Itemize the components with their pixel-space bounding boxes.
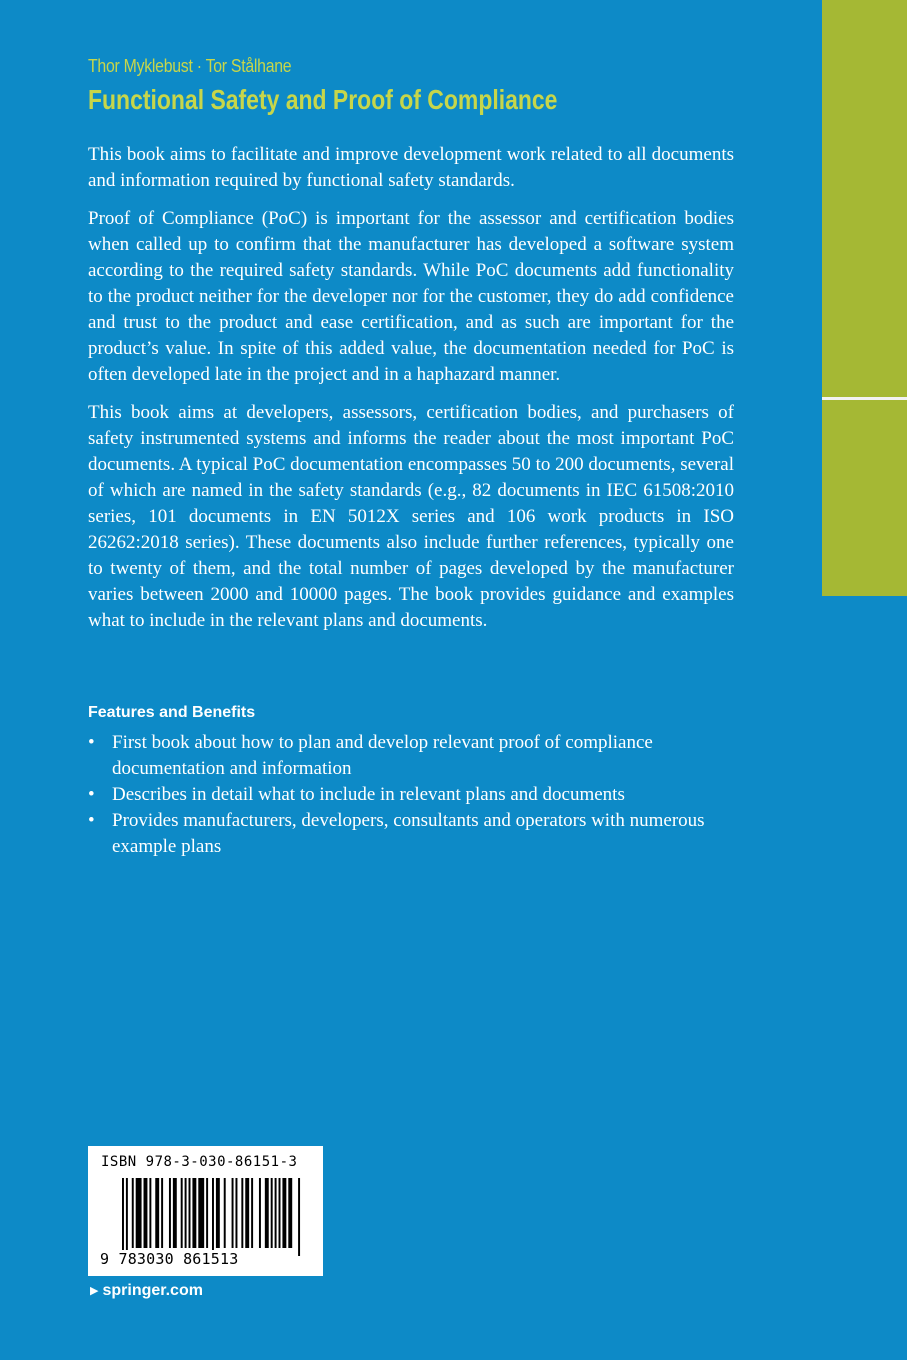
barcode-bar [185, 1178, 187, 1248]
description-paragraph: This book aims at developers, assessors, certification bodies, and purchasers of safety instrumented systems and informs the reader about the most important PoC documents. A typical PoC documentation encompasses 50 to 200 documents, several of which are named in the safety standards (e.g., 82 documents in IEC 61508:2010 series, 101 documents in EN 5012X series and 106 work products in ISO 26262:2018 series). These documents also include further references, typically one to twenty of them, and the total number of pages developed by the manufacturer varies between 2000 and 10000 pages. The book provides guidance and examples what to include in the relevant plans and documents. [88, 402, 734, 631]
features-heading: Features and Benefits [88, 704, 256, 721]
barcode-bar [173, 1178, 177, 1248]
barcode-bar [212, 1178, 214, 1256]
bullet-icon: • [88, 810, 95, 831]
barcode-bar [149, 1178, 151, 1248]
barcode-bar [136, 1178, 142, 1248]
barcode-bar [241, 1178, 243, 1248]
barcode-bar [224, 1178, 226, 1248]
barcode-bar [144, 1178, 148, 1248]
barcode-bar [251, 1178, 253, 1248]
barcode-bar [265, 1178, 269, 1248]
barcode-bar [198, 1178, 204, 1248]
barcode-bar [192, 1178, 196, 1248]
barcode-bar [189, 1178, 191, 1248]
feature-text: Describes in detail what to include in relevant plans and documents [112, 784, 625, 805]
features-list [88, 730, 728, 860]
barcode-digits: 9 783030 861513 [100, 1250, 239, 1268]
side-color-band [822, 0, 907, 596]
bullet-icon: • [88, 732, 95, 753]
barcode-bar [206, 1178, 208, 1248]
barcode-bar [181, 1178, 183, 1248]
side-divider-line [822, 397, 907, 400]
barcode-bar [126, 1178, 128, 1256]
description [88, 142, 734, 646]
isbn-barcode [88, 1146, 323, 1276]
barcode-bar [169, 1178, 171, 1248]
barcode-graphic [122, 1178, 302, 1256]
barcode-bar [132, 1178, 134, 1248]
publisher-link[interactable] [90, 1282, 203, 1300]
barcode-bar [279, 1178, 281, 1248]
feature-text: Provides manufacturers, developers, consultants and operators with numerous example plans [112, 810, 705, 857]
barcode-bar [155, 1178, 159, 1248]
feature-item [88, 782, 728, 808]
book-title: Functional Safety and Proof of Compliance [88, 84, 558, 115]
bullet-icon: • [88, 784, 95, 805]
barcode-bar [275, 1178, 277, 1248]
barcode-bar [298, 1178, 300, 1256]
barcode-bar [282, 1178, 286, 1248]
publisher-url: springer.com [102, 1282, 203, 1299]
barcode-bar [122, 1178, 124, 1256]
barcode-bar [259, 1178, 261, 1248]
barcode-bar [161, 1178, 163, 1248]
barcode-bars [122, 1178, 302, 1256]
barcode-bar [232, 1178, 234, 1248]
barcode-bar [288, 1178, 292, 1248]
feature-item [88, 808, 728, 860]
isbn-number: ISBN 978-3-030-86151-3 [101, 1154, 298, 1170]
description-paragraph: This book aims to facilitate and improve development work related to all documents and information required by functional safety standards. [88, 144, 734, 191]
authors: Thor Myklebust · Tor Stålhane [88, 56, 292, 76]
arrow-right-icon: ▶ [90, 1285, 99, 1297]
barcode-bar [235, 1178, 237, 1248]
barcode-bar [271, 1178, 273, 1248]
feature-text: First book about how to plan and develop relevant proof of compliance documentation and information [112, 732, 653, 779]
feature-item [88, 730, 728, 782]
barcode-bar [245, 1178, 249, 1248]
description-paragraph: Proof of Compliance (PoC) is important for the assessor and certification bodies when called up to confirm that the manufacturer has developed a software system according to the required safety standards. While PoC documents add functionality to the product neither for the developer nor for the customer, they do add confidence and trust to the product and ease certification, and as such are important for the product’s value. In spite of this added value, the documentation needed for PoC is often developed late in the project and in a haphazard manner. [88, 208, 734, 385]
barcode-bar [216, 1178, 220, 1248]
